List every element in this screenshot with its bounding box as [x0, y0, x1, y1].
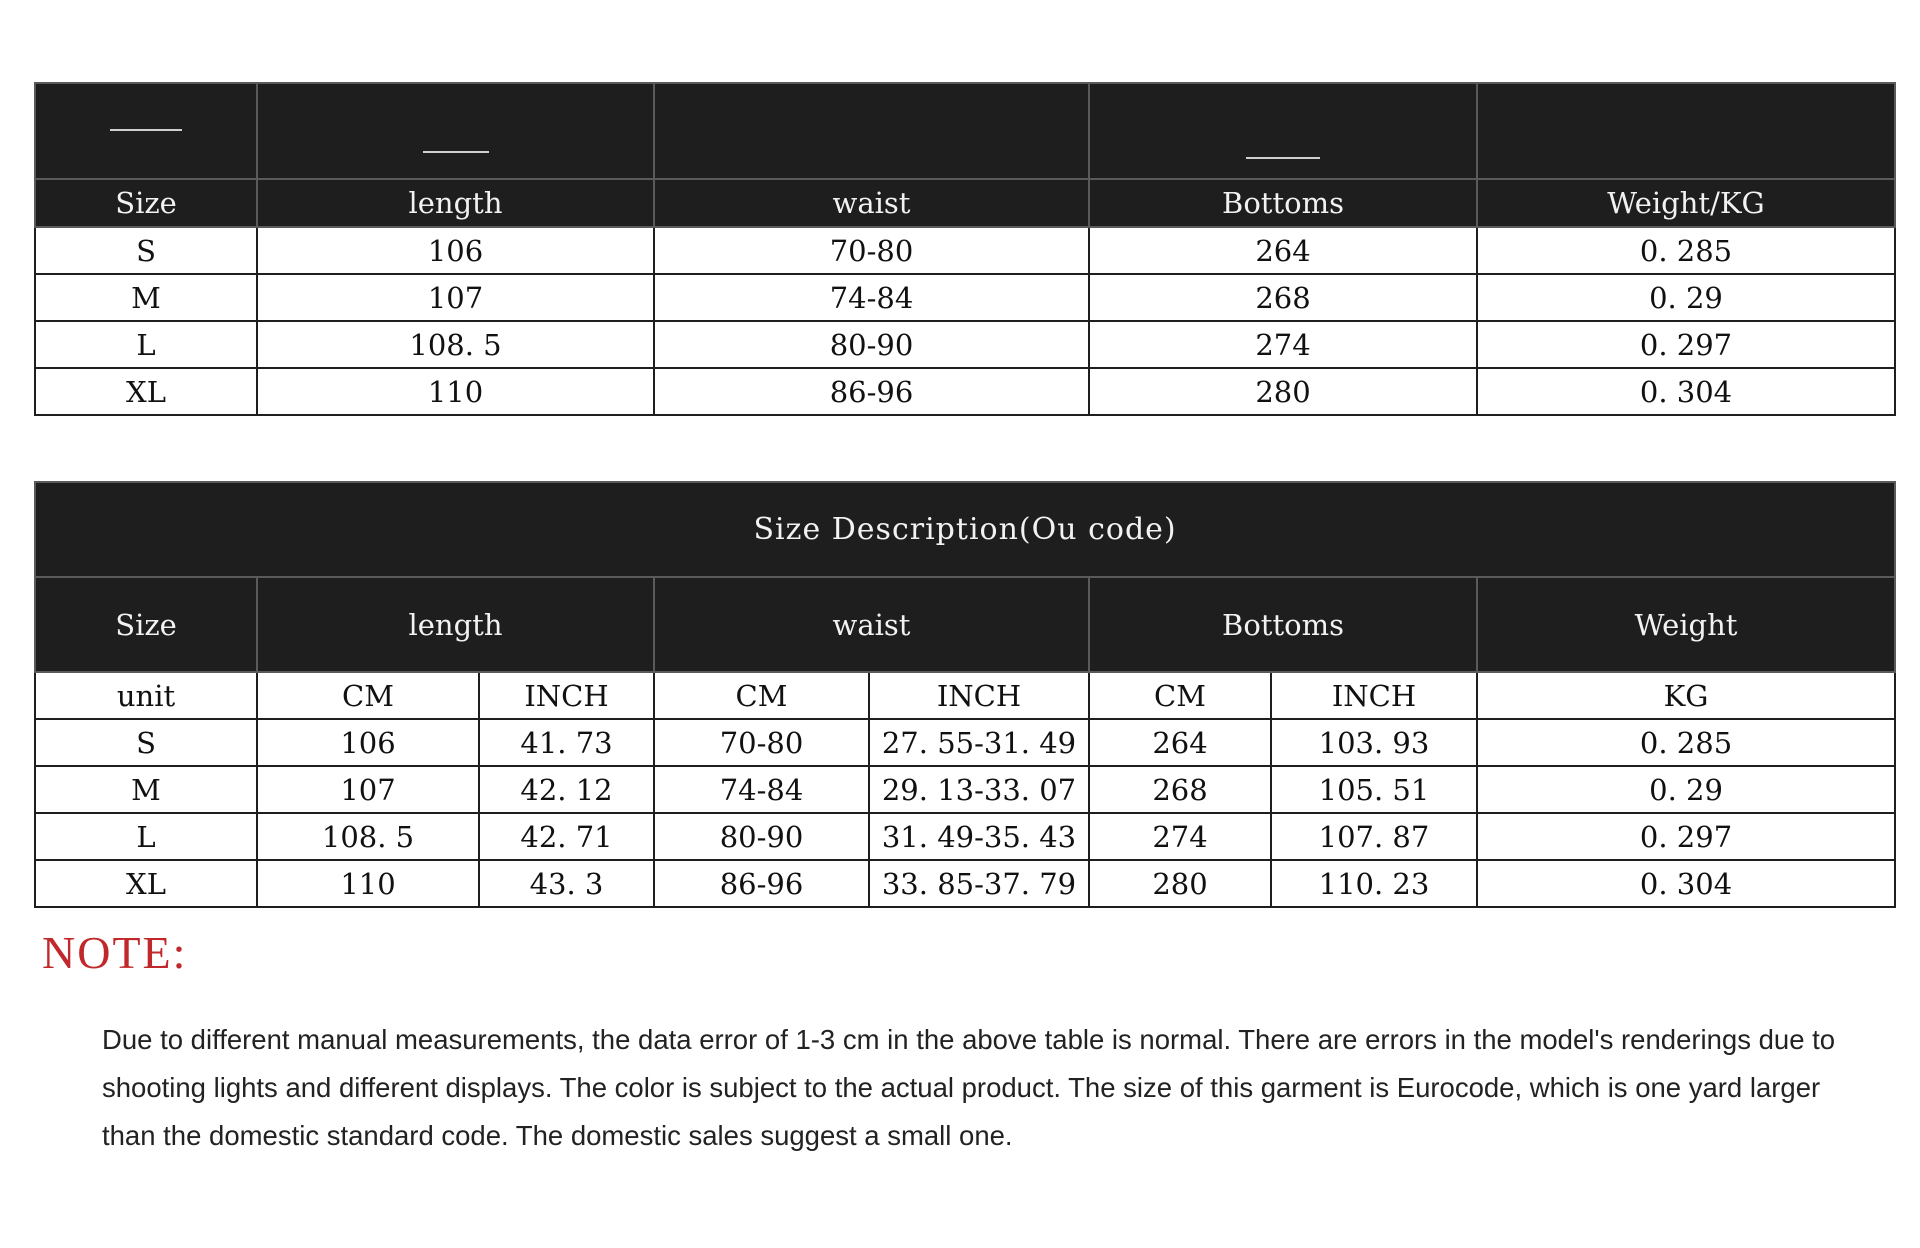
column-header: Bottoms	[1089, 577, 1477, 672]
unit-cell: KG	[1477, 672, 1895, 719]
table-cell: 70-80	[654, 227, 1089, 274]
table-row	[35, 860, 1895, 907]
table-cell: 106	[257, 719, 479, 766]
table-row	[35, 813, 1895, 860]
table-cell: 0. 297	[1477, 321, 1895, 368]
table-cell: L	[35, 321, 257, 368]
table-cell: XL	[35, 368, 257, 415]
table-cell: 268	[1089, 766, 1271, 813]
unit-cell: CM	[1089, 672, 1271, 719]
table-cell: 42. 12	[479, 766, 654, 813]
table-cell: 0. 285	[1477, 227, 1895, 274]
column-header: Size	[35, 179, 257, 227]
table-cell: 80-90	[654, 813, 869, 860]
table-row	[35, 766, 1895, 813]
table-cell: 0. 297	[1477, 813, 1895, 860]
table-cell: 0. 285	[1477, 719, 1895, 766]
table-cell: 70-80	[654, 719, 869, 766]
table-cell: 27. 55-31. 49	[869, 719, 1089, 766]
table-cell: 0. 304	[1477, 368, 1895, 415]
table-row	[35, 227, 1895, 274]
unit-cell: INCH	[479, 672, 654, 719]
table-cell: M	[35, 766, 257, 813]
table-row	[35, 274, 1895, 321]
table-cell: 86-96	[654, 368, 1089, 415]
table-cell: 268	[1089, 274, 1477, 321]
table-cell: 107. 87	[1271, 813, 1477, 860]
table-cell: S	[35, 227, 257, 274]
banner-cell	[1089, 83, 1477, 179]
unit-row	[35, 672, 1895, 719]
table-cell: 108. 5	[257, 321, 654, 368]
banner-cell	[257, 83, 654, 179]
table-title: Size Description(Ou code)	[35, 482, 1895, 577]
table-cell: 74-84	[654, 274, 1089, 321]
table-cell: 0. 29	[1477, 766, 1895, 813]
table-cell: 0. 29	[1477, 274, 1895, 321]
table-cell: 29. 13-33. 07	[869, 766, 1089, 813]
table-cell: 31. 49-35. 43	[869, 813, 1089, 860]
table-cell: 110. 23	[1271, 860, 1477, 907]
table-cell: 80-90	[654, 321, 1089, 368]
table-row	[35, 321, 1895, 368]
column-header: Weight/KG	[1477, 179, 1895, 227]
unit-cell: INCH	[869, 672, 1089, 719]
table-cell: 41. 73	[479, 719, 654, 766]
banner-cell	[1477, 83, 1895, 179]
table-cell: S	[35, 719, 257, 766]
table2-header-row	[35, 577, 1895, 672]
column-header: Bottoms	[1089, 179, 1477, 227]
table-cell: L	[35, 813, 257, 860]
table1-header-row	[35, 179, 1895, 227]
column-header: length	[257, 577, 654, 672]
note-title: NOTE:	[42, 927, 188, 978]
unit-cell: INCH	[1271, 672, 1477, 719]
table-cell: 264	[1089, 227, 1477, 274]
note-text: Due to different manual measurements, the data error of 1-3 cm in the above table is normal. There are errors in the model's renderings due to shooting lights and different displays. The color is subject to the actual product. The size of this garment is Eurocode, which is one yard larger than the domestic standard code. The domestic sales suggest a small one.	[102, 1024, 1836, 1151]
column-header: waist	[654, 179, 1089, 227]
banner-cell	[654, 83, 1089, 179]
banner-cell	[35, 83, 257, 179]
size-description-table	[34, 481, 1896, 908]
table-cell: M	[35, 274, 257, 321]
table-cell: 280	[1089, 368, 1477, 415]
column-header: Size	[35, 577, 257, 672]
table-cell: 43. 3	[479, 860, 654, 907]
table-cell: XL	[35, 860, 257, 907]
unit-cell: unit	[35, 672, 257, 719]
table-cell: 107	[257, 274, 654, 321]
column-header: waist	[654, 577, 1089, 672]
column-header: Weight	[1477, 577, 1895, 672]
table-cell: 42. 71	[479, 813, 654, 860]
table1-banner-row	[35, 83, 1895, 179]
table-cell: 264	[1089, 719, 1271, 766]
table-cell: 0. 304	[1477, 860, 1895, 907]
table-cell: 280	[1089, 860, 1271, 907]
table-cell: 108. 5	[257, 813, 479, 860]
table-cell: 274	[1089, 321, 1477, 368]
table-cell: 105. 51	[1271, 766, 1477, 813]
table-row	[35, 719, 1895, 766]
table-cell: 106	[257, 227, 654, 274]
column-header: length	[257, 179, 654, 227]
table-cell: 86-96	[654, 860, 869, 907]
table2-title-row	[35, 482, 1895, 577]
table-cell: 110	[257, 860, 479, 907]
unit-cell: CM	[654, 672, 869, 719]
table-cell: 33. 85-37. 79	[869, 860, 1089, 907]
unit-cell: CM	[257, 672, 479, 719]
table-cell: 274	[1089, 813, 1271, 860]
table-row	[35, 368, 1895, 415]
size-table-basic	[34, 82, 1896, 416]
table-cell: 74-84	[654, 766, 869, 813]
table-cell: 110	[257, 368, 654, 415]
table-cell: 103. 93	[1271, 719, 1477, 766]
table-cell: 107	[257, 766, 479, 813]
